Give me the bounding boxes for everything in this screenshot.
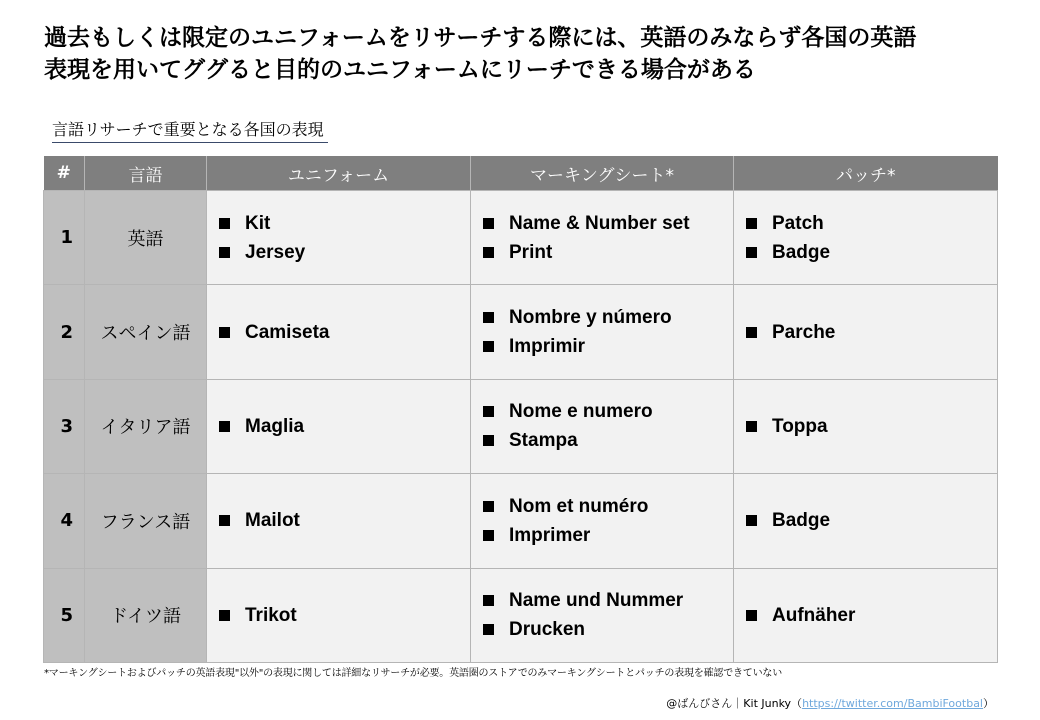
square-bullet-icon — [483, 218, 494, 229]
title-line-2: 表現を用いてググると目的のユニフォームにリーチできる場合がある — [44, 57, 756, 83]
list-item-text: Nome e numero — [509, 401, 653, 423]
list-item — [746, 238, 997, 267]
square-bullet-icon — [483, 406, 494, 417]
square-bullet-icon — [483, 501, 494, 512]
row-number: 3 — [44, 379, 85, 473]
list-item — [219, 412, 470, 441]
list-item-text: Kit — [245, 212, 271, 234]
title-line-1: 過去もしくは限定のユニフォームをリサーチする際には、英語のみならず各国の英語 — [44, 25, 917, 51]
table-row — [44, 379, 998, 473]
credit-prefix: @ばんびさん｜Kit Junky（ — [666, 697, 803, 710]
marking-cell — [471, 285, 734, 379]
row-number: 4 — [44, 474, 85, 568]
row-language: イタリア語 — [85, 379, 207, 473]
list-item-text: Nom et numéro — [509, 495, 649, 517]
footnote: *マーキングシートおよびパッチの英語表現"以外"の表現に関しては詳細なリサーチが必要。英語圏のストアでのみマーキングシートとパッチの表現を確認できていない — [44, 668, 782, 679]
list-item-text: Patch — [772, 212, 824, 234]
uniform-list — [219, 209, 470, 267]
uniform-list — [219, 601, 470, 630]
list-item — [483, 303, 733, 332]
marking-cell — [471, 568, 734, 662]
square-bullet-icon — [219, 218, 230, 229]
credit-suffix: ） — [983, 697, 994, 710]
square-bullet-icon — [483, 624, 494, 635]
marking-list — [483, 586, 733, 644]
square-bullet-icon — [746, 247, 757, 258]
list-item-text: Trikot — [245, 604, 297, 626]
square-bullet-icon — [219, 327, 230, 338]
list-item — [219, 209, 470, 238]
list-item — [746, 412, 997, 441]
uniform-cell — [207, 568, 471, 662]
uniform-list — [219, 318, 470, 347]
square-bullet-icon — [219, 610, 230, 621]
row-number: 2 — [44, 285, 85, 379]
row-number: 1 — [44, 191, 85, 285]
list-item-text: Print — [509, 241, 553, 263]
list-item-text: Badge — [772, 241, 831, 263]
square-bullet-icon — [483, 312, 494, 323]
uniform-list — [219, 506, 470, 535]
list-item-text: Mailot — [245, 510, 300, 532]
square-bullet-icon — [746, 327, 757, 338]
row-number: 5 — [44, 568, 85, 662]
uniform-cell — [207, 379, 471, 473]
table-header-row — [44, 156, 998, 191]
list-item-text: Name und Nummer — [509, 590, 684, 612]
marking-list — [483, 397, 733, 455]
marking-list — [483, 303, 733, 361]
patch-list — [746, 209, 997, 267]
table-caption: 言語リサーチで重要となる各国の表現 — [52, 119, 328, 143]
patch-list — [746, 506, 997, 535]
uniform-cell — [207, 285, 471, 379]
list-item — [483, 586, 733, 615]
square-bullet-icon — [219, 515, 230, 526]
list-item — [483, 238, 733, 267]
square-bullet-icon — [483, 247, 494, 258]
table-row — [44, 568, 998, 662]
square-bullet-icon — [219, 247, 230, 258]
square-bullet-icon — [746, 421, 757, 432]
list-item-text: Imprimir — [509, 336, 586, 358]
list-item-text: Camiseta — [245, 321, 330, 343]
marking-list — [483, 492, 733, 550]
header-marking-sheet: マーキングシート* — [471, 156, 734, 191]
square-bullet-icon — [746, 515, 757, 526]
patch-cell — [734, 191, 998, 285]
credit — [666, 696, 994, 712]
marking-cell — [471, 379, 734, 473]
row-language: 英語 — [85, 191, 207, 285]
square-bullet-icon — [746, 610, 757, 621]
square-bullet-icon — [219, 421, 230, 432]
marking-cell — [471, 191, 734, 285]
list-item-text: Toppa — [772, 415, 828, 437]
header-number: # — [44, 156, 85, 191]
row-language: ドイツ語 — [85, 568, 207, 662]
patch-cell — [734, 379, 998, 473]
list-item — [219, 238, 470, 267]
list-item-text: Stampa — [509, 430, 578, 452]
list-item — [219, 601, 470, 630]
square-bullet-icon — [483, 530, 494, 541]
list-item — [219, 506, 470, 535]
table-row — [44, 191, 998, 285]
list-item-text: Aufnäher — [772, 604, 856, 626]
marking-list — [483, 209, 733, 267]
uniform-cell — [207, 474, 471, 568]
list-item — [746, 506, 997, 535]
list-item — [483, 426, 733, 455]
patch-cell — [734, 474, 998, 568]
patch-cell — [734, 285, 998, 379]
uniform-list — [219, 412, 470, 441]
header-uniform: ユニフォーム — [207, 156, 471, 191]
square-bullet-icon — [746, 218, 757, 229]
list-item — [483, 615, 733, 644]
list-item-text: Nombre y número — [509, 307, 672, 329]
header-patch: パッチ* — [734, 156, 998, 191]
list-item — [483, 209, 733, 238]
table-row — [44, 285, 998, 379]
list-item — [746, 318, 997, 347]
patch-cell — [734, 568, 998, 662]
page-title — [44, 22, 1014, 86]
square-bullet-icon — [483, 341, 494, 352]
list-item-text: Parche — [772, 321, 836, 343]
list-item-text: Drucken — [509, 619, 586, 641]
header-language: 言語 — [85, 156, 207, 191]
row-language: スペイン語 — [85, 285, 207, 379]
list-item — [219, 318, 470, 347]
patch-list — [746, 601, 997, 630]
twitter-link[interactable]: https://twitter.com/BambiFootbal — [802, 697, 983, 710]
marking-cell — [471, 474, 734, 568]
list-item — [483, 492, 733, 521]
list-item — [483, 332, 733, 361]
list-item-text: Maglia — [245, 415, 305, 437]
list-item — [483, 397, 733, 426]
square-bullet-icon — [483, 595, 494, 606]
list-item — [746, 209, 997, 238]
list-item-text: Name & Number set — [509, 212, 690, 234]
table-row — [44, 474, 998, 568]
uniform-cell — [207, 191, 471, 285]
patch-list — [746, 318, 997, 347]
list-item-text: Badge — [772, 510, 831, 532]
square-bullet-icon — [483, 435, 494, 446]
list-item-text: Jersey — [245, 241, 306, 263]
row-language: フランス語 — [85, 474, 207, 568]
list-item — [746, 601, 997, 630]
patch-list — [746, 412, 997, 441]
list-item-text: Imprimer — [509, 524, 591, 546]
language-table — [43, 156, 998, 663]
list-item — [483, 521, 733, 550]
